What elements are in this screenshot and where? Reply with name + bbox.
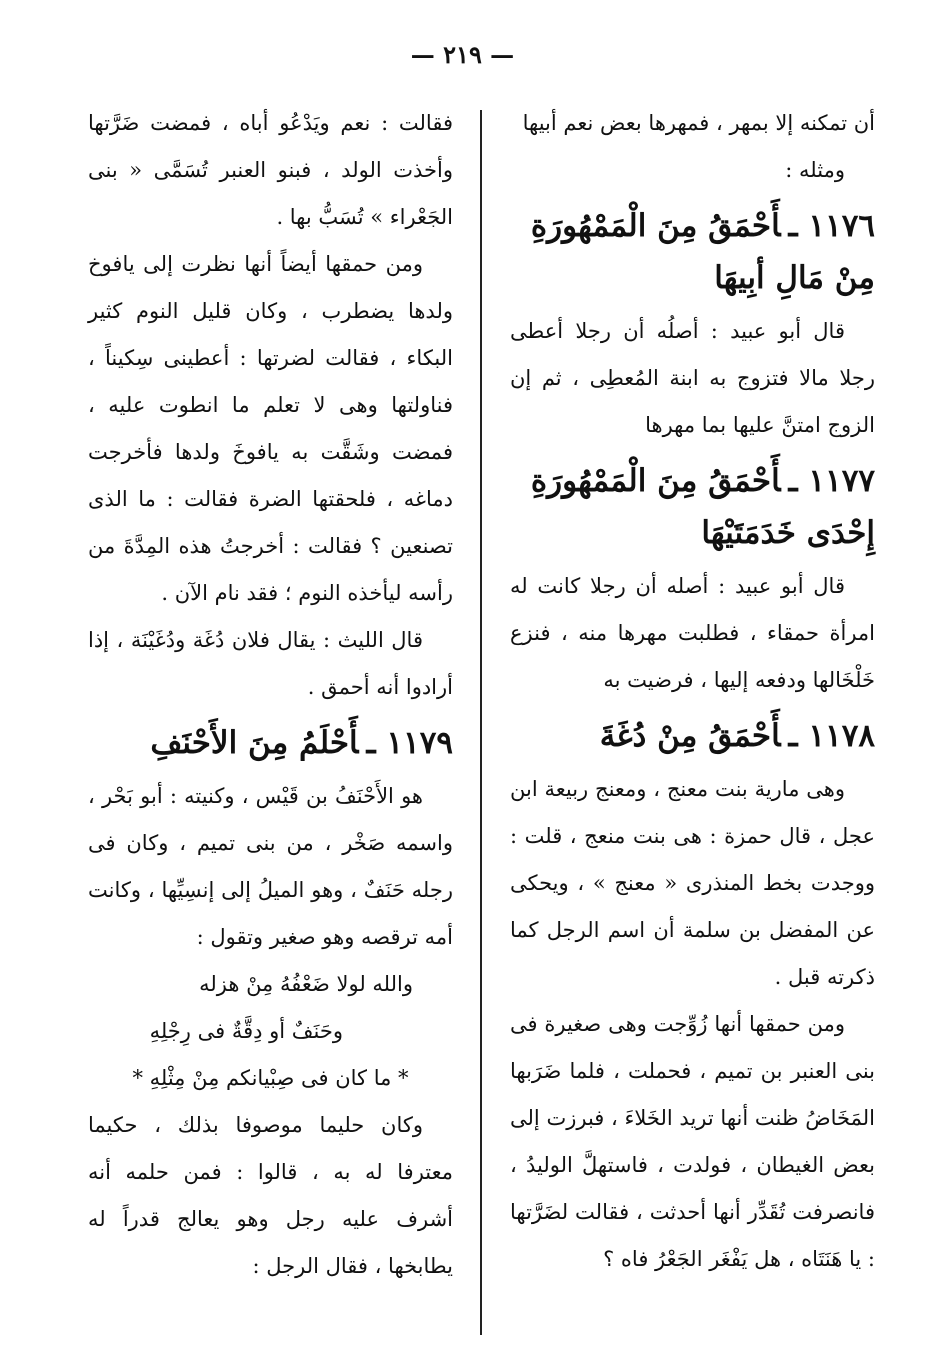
proverb-heading-1178 — [510, 710, 875, 762]
paragraph: هو الأَحْنَفُ بن قَيْس ، وكنيته : أبو بَحْر ، واسمه صَخْر ، من بنى تميم ، وكان فى رجله حَنَفٌ ، وهو الميلُ إلى إنسِيِّها ، وكانت أمه ترقصه وهو صغير وتقول : — [88, 784, 453, 949]
paragraph: ومن حمقها أنها زُوِّجت وهى صغيرة فى بنى العنبر بن تميم ، فحملت ، فلما ضَرَبها المَخَاضُ ظنت أنها تريد الخَلاءَ ، فبرزت إلى بعض الغيطان ، فولدت ، فاستهلَّ الوليدُ ، فانصرفت تُقَدِّر أنها أحدثت ، فقالت لضَرَّتها : يا هَنَتَاه ، هل يَفْغَر الجَعْرُ فاه ؟ — [510, 1012, 875, 1271]
paragraph: وهى مارية بنت معنج ، ومعنج ربيعة ابن عجل ، قال حمزة : هى بنت منعج ، قلت : ووجدت بخط المنذرى « معنج » ، ويحكى عن المفضل بن سلمة أن اسم الرجل كما ذكرته قبل . — [510, 777, 875, 989]
page-number: — ٢١٩ — — [410, 40, 515, 69]
proverb-number: ١١٧٧ ـ — [788, 463, 875, 499]
paragraph: ومثله : — [785, 158, 845, 182]
paragraph: وكان حليما موصوفا بذلك ، حكيما معترفا له به ، قالوا : فمن حلمه أنه أشرف عليه رجل وهو يعالج قدراً له يطابخها ، فقال الرجل : — [88, 1113, 453, 1278]
proverb-text: أَحْمَقُ مِنْ دُغَةَ — [599, 718, 781, 754]
right-column — [510, 100, 875, 1283]
proverb-number: ١١٧٦ ـ — [788, 208, 875, 244]
proverb-number: ١١٧٩ ـ — [366, 725, 453, 761]
proverb-heading-1176 — [510, 200, 875, 304]
paragraph: ومن حمقها أيضاً أنها نظرت إلى يافوخ ولدها يضطرب ، وكان قليل النوم كثير البكاء ، فقالت لضرتها : أعطينى سِكيناً ، فناولتها وهى لا تعلم ما انطوت عليه ، فمضت وشَقَّت به يافوخَ ولدها فأخرجت دماغه ، فلحقتها الضرة فقالت : ما الذى تصنعين ؟ فقالت : أخرجتُ هذه المِدَّةَ من رأسه ليأخذه النوم ؛ فقد نام الآن . — [88, 252, 453, 605]
verse-line: والله لولا ضَعْفُهُ مِنْ هزله — [199, 972, 413, 996]
proverb-number: ١١٧٨ ـ — [788, 718, 875, 754]
verse-line: وحَنَفٌ أو دِقَّةٌ فى رِجْلِهِ — [149, 1019, 343, 1043]
column-divider — [480, 110, 482, 1335]
proverb-text: أَحْلَمُ مِنَ الأَحْنَفِ — [150, 725, 359, 761]
paragraph: قال أبو عبيد : أصله أن رجلا كانت له امرأة حمقاء ، فطلبت مهرها منه ، فنزع خَلْخَالها ودفعه إليها ، فرضيت به — [510, 574, 875, 692]
left-column — [88, 100, 453, 1290]
proverb-text: أَحْمَقُ مِنَ الْمَمْهُورَةِ إِحْدَى خَدَمَتَيْهَا — [530, 463, 875, 551]
paragraph: قال أبو عبيد : أصلُه أن رجلا أعطى رجلا مالا فتزوج به ابنة المُعطِى ، ثم إن الزوج امتنَّ عليها بما مهرها — [510, 319, 875, 437]
verse-line: * ما كان فى صِبْيانكم مِنْ مِثْلِهِ * — [132, 1066, 409, 1090]
proverb-heading-1177 — [510, 455, 875, 559]
proverb-text: أَحْمَقُ مِنَ الْمَمْهُورَةِ مِنْ مَالِ أبِيهَا — [530, 208, 875, 296]
paragraph: أن تمكنه إلا بمهر ، فمهرها بعض نعم أبيها — [522, 111, 875, 135]
paragraph: فقالت : نعم ويَدْعُو أباه ، فمضت ضَرَّتها وأخذت الولد ، فبنو العنبر تُسَمَّى « بنى الجَعْراء » تُسَبُّ بها . — [88, 111, 453, 229]
paragraph: قال الليث : يقال فلان دُغَة ودُغَيْنَة ، إذا أرادوا أنه أحمق . — [88, 628, 453, 699]
proverb-heading-1179 — [88, 717, 453, 769]
